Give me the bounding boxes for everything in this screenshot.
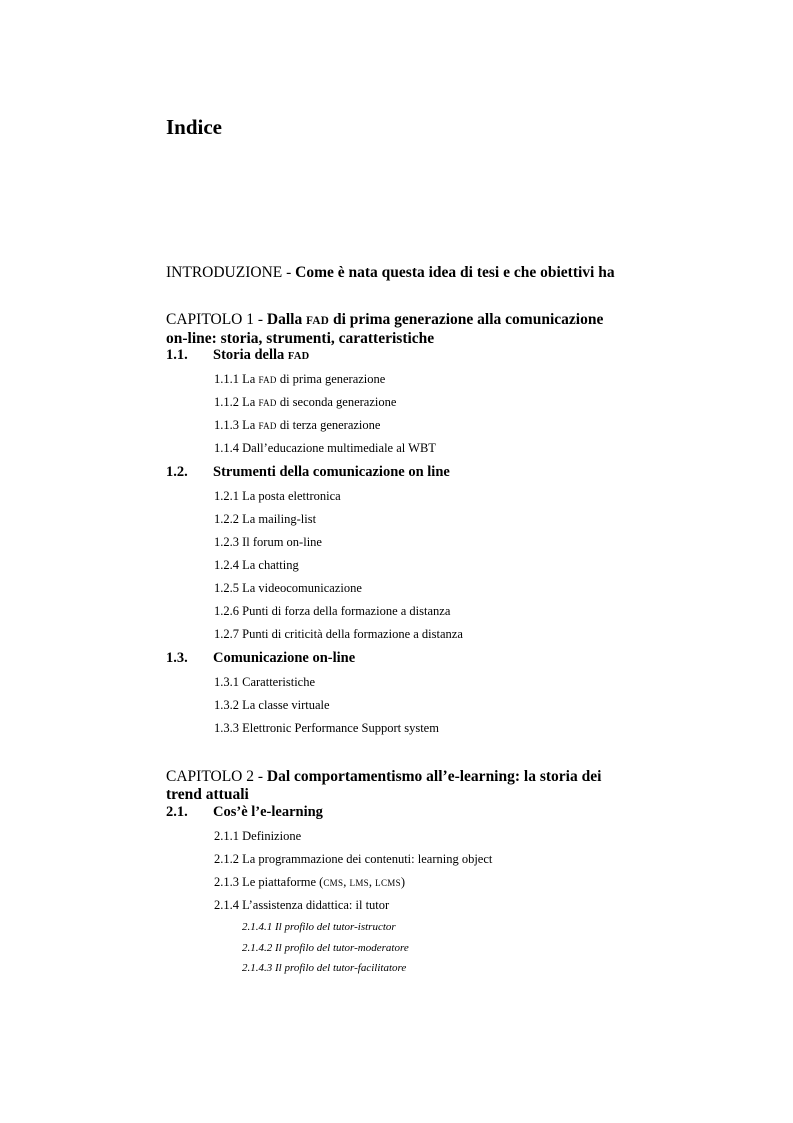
toc-item[interactable]: 2.1.1 Definizione — [214, 829, 302, 843]
toc-item-1-1-4[interactable]: 1.1.4 Dall’educazione multimediale al WBT — [214, 441, 436, 455]
intro-label: INTRODUZIONE - — [166, 264, 296, 281]
toc-subitem[interactable]: 2.1.4.3 Il profilo del tutor-facilitatore — [242, 962, 407, 974]
section-number: 1.1. — [166, 347, 188, 363]
chapter-1-title-a: Dalla — [266, 311, 307, 328]
item-post: ) — [400, 875, 406, 889]
item-fad: FAD — [258, 375, 277, 385]
toc-item[interactable]: 1.2.7 Punti di criticità della formazione a distanza — [214, 627, 463, 641]
item-lms: LMS — [349, 878, 369, 888]
item-post: di terza generazione — [276, 418, 381, 432]
item-pre: 1.1.3 La — [214, 418, 259, 432]
toc-section-2-1[interactable] — [166, 805, 323, 820]
chapter-1-fad: FAD — [306, 315, 330, 327]
toc-item-1-1-2[interactable] — [214, 396, 396, 409]
item-fad: FAD — [258, 398, 277, 408]
chapter-2-label: CAPITOLO 2 - — [166, 768, 267, 785]
toc-chapter-1[interactable] — [166, 311, 603, 348]
item-sep: , — [368, 875, 376, 889]
chapter-1-title-b: di prima generazione alla comunicazione — [329, 311, 604, 328]
toc-item-2-1-3[interactable] — [214, 876, 405, 889]
chapter-1-label: CAPITOLO 1 - — [166, 311, 267, 328]
section-number: 1.2. — [166, 464, 188, 480]
toc-item[interactable]: 1.2.3 Il forum on-line — [214, 535, 322, 549]
toc-item[interactable]: 1.2.5 La videocomunicazione — [214, 581, 362, 595]
toc-item[interactable]: 1.2.1 La posta elettronica — [214, 489, 341, 503]
item-cms: CMS — [323, 878, 344, 888]
toc-section-1-1[interactable] — [166, 348, 310, 363]
section-title-pre: Storia della — [213, 347, 288, 363]
toc-item[interactable]: 1.2.4 La chatting — [214, 558, 299, 572]
toc-item-2-1-4[interactable]: 2.1.4 L’assistenza didattica: il tutor — [214, 898, 390, 912]
toc-item[interactable]: 1.2.2 La mailing-list — [214, 512, 317, 526]
toc-item[interactable]: 1.3.1 Caratteristiche — [214, 675, 316, 689]
item-pre: 1.1.1 La — [214, 372, 259, 386]
item-post: di prima generazione — [276, 372, 386, 386]
item-pre: 1.1.2 La — [214, 395, 259, 409]
item-lcms: LCMS — [375, 878, 401, 888]
toc-intro[interactable] — [166, 264, 615, 282]
item-pre: 2.1.3 Le piattaforme ( — [214, 875, 324, 889]
section-number: 1.3. — [166, 650, 188, 666]
chapter-2-title: Dal comportamentismo all’e-learning: la storia dei — [266, 768, 602, 785]
toc-item[interactable]: 1.3.3 Elettronic Performance Support system — [214, 721, 439, 735]
chapter-2-title-line2: trend attuali — [166, 786, 249, 803]
toc-subitem[interactable]: 2.1.4.1 Il profilo del tutor-istructor — [242, 921, 396, 933]
section-title: Cos’è l’e-learning — [213, 804, 323, 820]
page-title: Indice — [166, 115, 223, 139]
toc-item[interactable]: 2.1.2 La programmazione dei contenuti: learning object — [214, 852, 493, 866]
toc-item[interactable]: 1.3.2 La classe virtuale — [214, 698, 330, 712]
toc-section-1-2[interactable] — [166, 465, 450, 480]
toc-section-1-3[interactable] — [166, 651, 355, 666]
section-title-fad: FAD — [287, 351, 310, 362]
chapter-1-title-line2: on-line: storia, strumenti, caratteristiche — [166, 330, 435, 347]
toc-item-1-1-3[interactable] — [214, 419, 380, 432]
item-fad: FAD — [258, 421, 277, 431]
section-title: Comunicazione on-line — [213, 650, 356, 666]
toc-item[interactable]: 1.2.6 Punti di forza della formazione a distanza — [214, 604, 451, 618]
section-number: 2.1. — [166, 804, 188, 820]
toc-item-1-1-1[interactable] — [214, 373, 385, 386]
item-sep: , — [343, 875, 350, 889]
item-post: di seconda generazione — [276, 395, 397, 409]
toc-chapter-2[interactable] — [166, 768, 601, 804]
intro-title: Come è nata questa idea di tesi e che obiettivi ha — [295, 264, 615, 281]
toc-subitem[interactable]: 2.1.4.2 Il profilo del tutor-moderatore — [242, 942, 409, 954]
section-title: Strumenti della comunicazione on line — [213, 464, 450, 480]
